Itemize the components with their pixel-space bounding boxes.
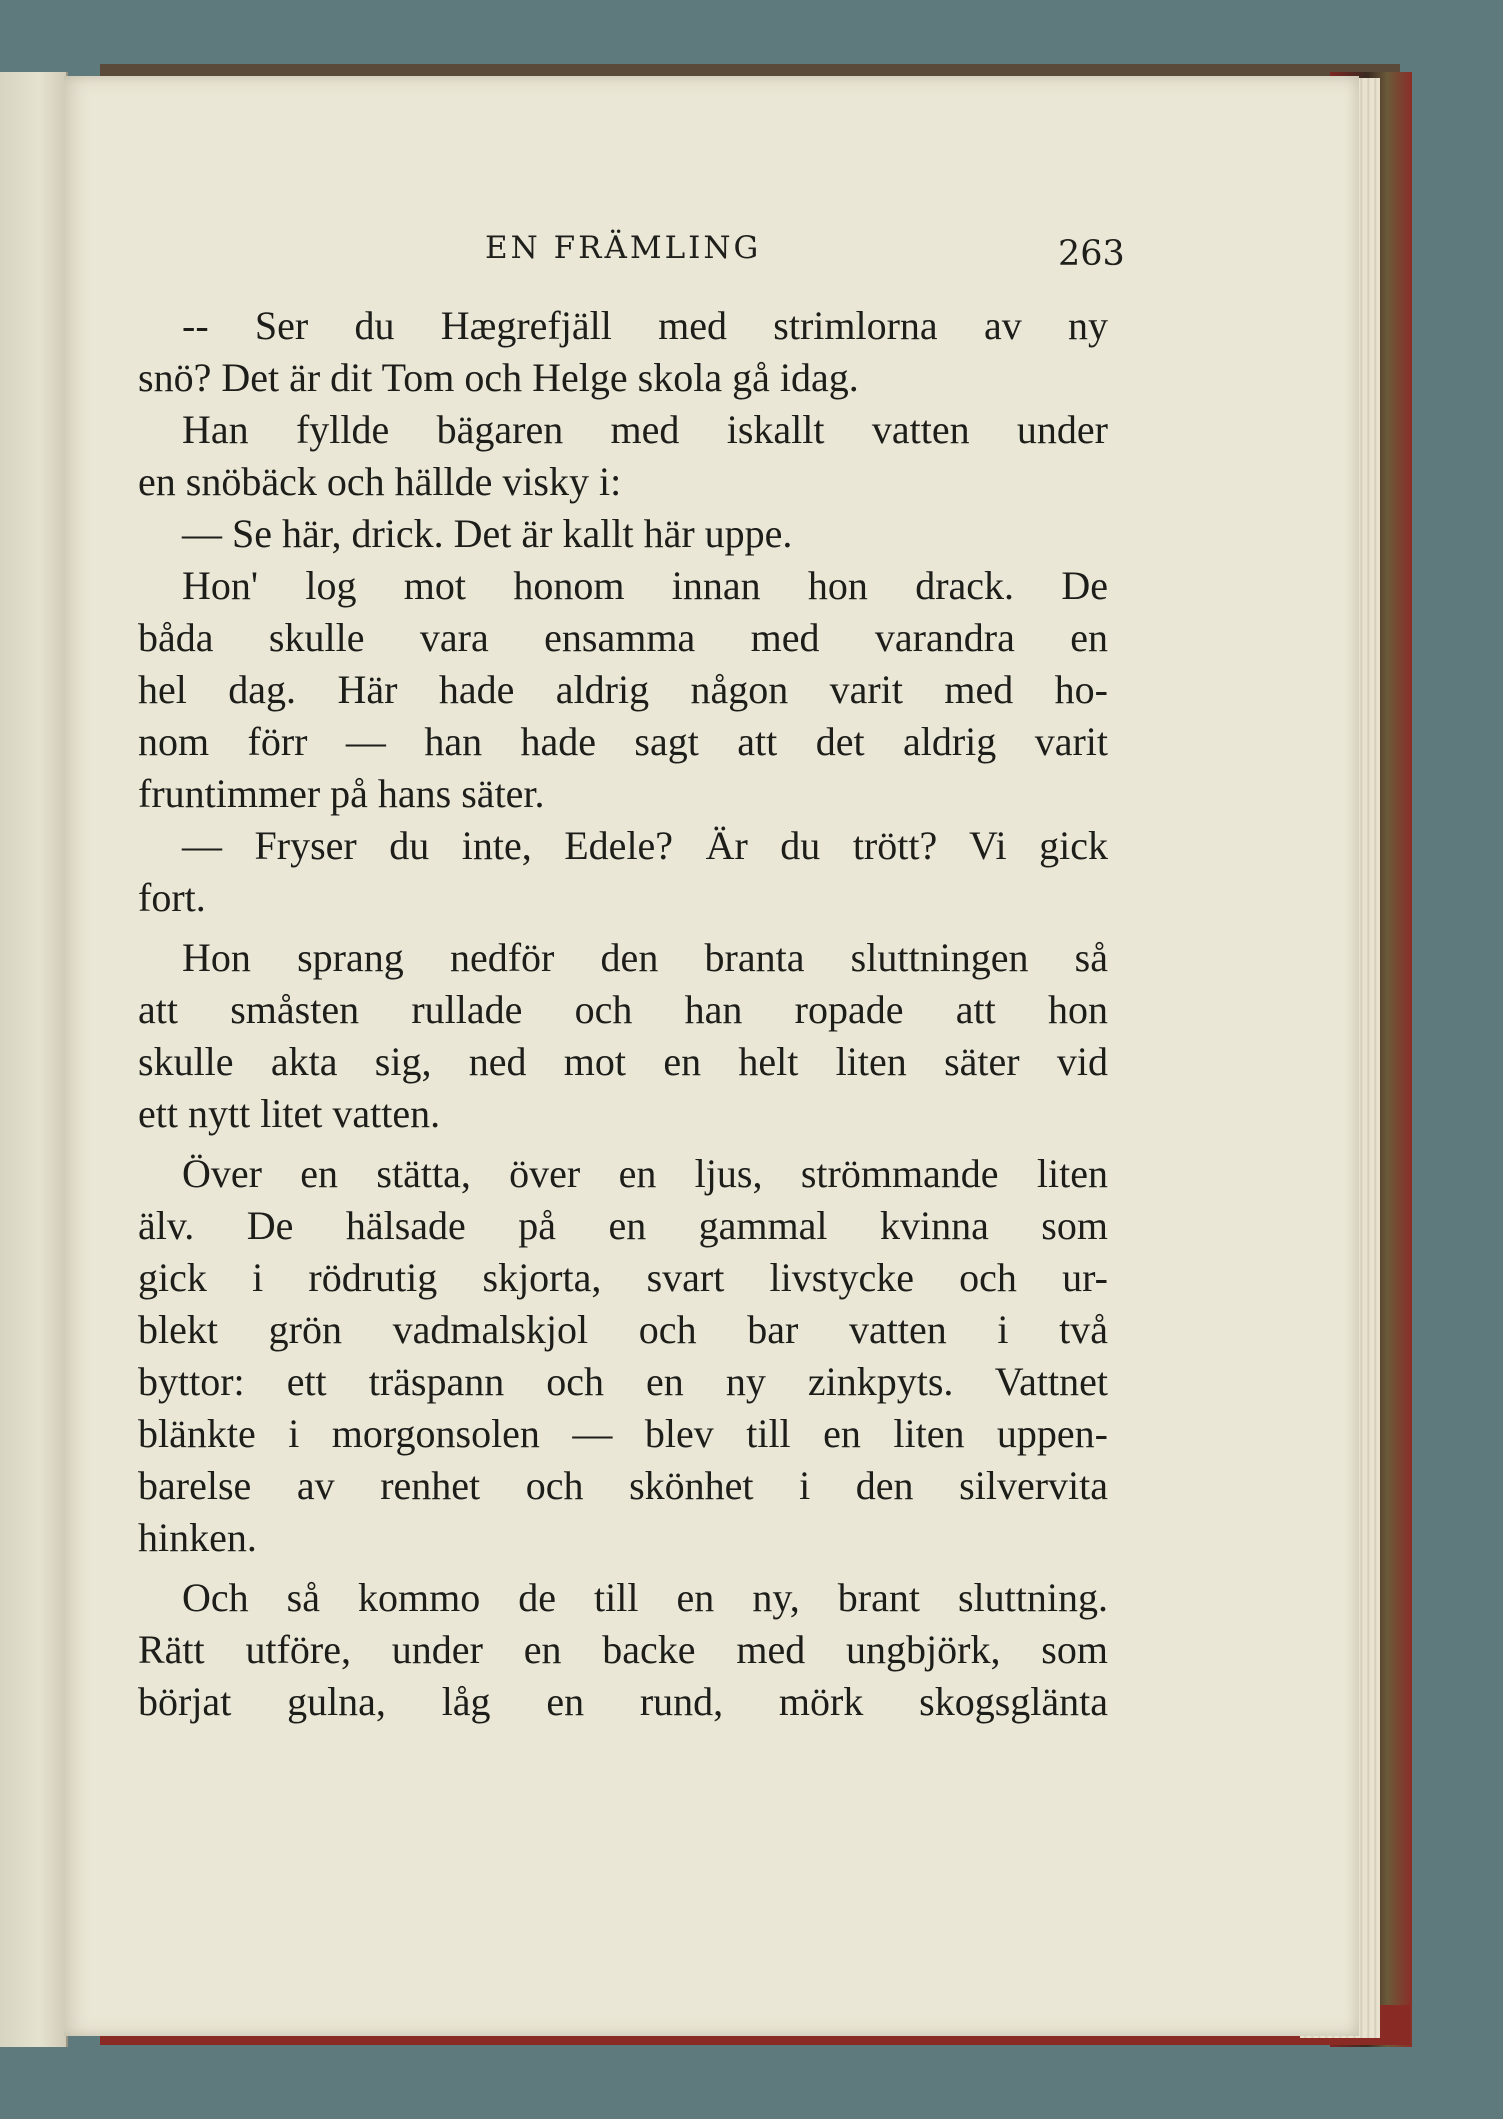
text-line: en snöbäck och hällde visky i:: [138, 459, 622, 504]
text-line: hinken.: [138, 1515, 257, 1560]
page-number: 263: [1058, 234, 1125, 274]
text-line: gick i rödrutig skjorta, svart livstycke och ur-: [138, 1255, 1108, 1300]
text-line: ett nytt litet vatten.: [138, 1091, 441, 1136]
text-line: båda skulle vara ensamma med varandra en: [138, 615, 1108, 660]
text-line: Hon sprang nedför den branta sluttningen så: [182, 935, 1108, 980]
text-line: fort.: [138, 875, 206, 920]
text-line: fruntimmer på hans säter.: [138, 771, 545, 816]
text-line: blänkte i morgonsolen — blev till en liten uppen-: [138, 1411, 1108, 1456]
text-line: — Se här, drick. Det är kallt här uppe.: [182, 511, 793, 556]
text-line: älv. De hälsade på en gammal kvinna som: [138, 1203, 1108, 1248]
text-line: -- Ser du Hægrefjäll med strimlorna av ny: [182, 303, 1108, 348]
text-line: att småsten rullade och han ropade att hon: [138, 987, 1108, 1032]
running-title: EN FRÄMLING: [485, 230, 762, 266]
left-page-gutter: [0, 72, 68, 2047]
text-line: Han fyllde bägaren med iskallt vatten under: [182, 407, 1108, 452]
text-line: barelse av renhet och skönhet i den silvervita: [138, 1463, 1108, 1508]
text-line: Och så kommo de till en ny, brant sluttning.: [182, 1575, 1108, 1620]
text-line: Hon' log mot honom innan hon drack. De: [182, 563, 1108, 608]
text-line: byttor: ett träspann och en ny zinkpyts. Vattnet: [138, 1359, 1108, 1404]
text-line: blekt grön vadmalskjol och bar vatten i två: [138, 1307, 1108, 1352]
text-line: — Fryser du inte, Edele? Är du trött? Vi gick: [182, 823, 1108, 868]
body-text: [138, 300, 1108, 1728]
text-line: Över en stätta, över en ljus, strömmande liten: [182, 1151, 1108, 1196]
text-line: nom förr — han hade sagt att det aldrig varit: [138, 719, 1108, 764]
text-line: snö? Det är dit Tom och Helge skola gå idag.: [138, 355, 859, 400]
text-line: börjat gulna, låg en rund, mörk skogsglänta: [138, 1679, 1108, 1724]
text-line: skulle akta sig, ned mot en helt liten säter vid: [138, 1039, 1108, 1084]
text-line: Rätt utföre, under en backe med ungbjörk, som: [138, 1627, 1108, 1672]
text-line: hel dag. Här hade aldrig någon varit med ho-: [138, 667, 1108, 712]
